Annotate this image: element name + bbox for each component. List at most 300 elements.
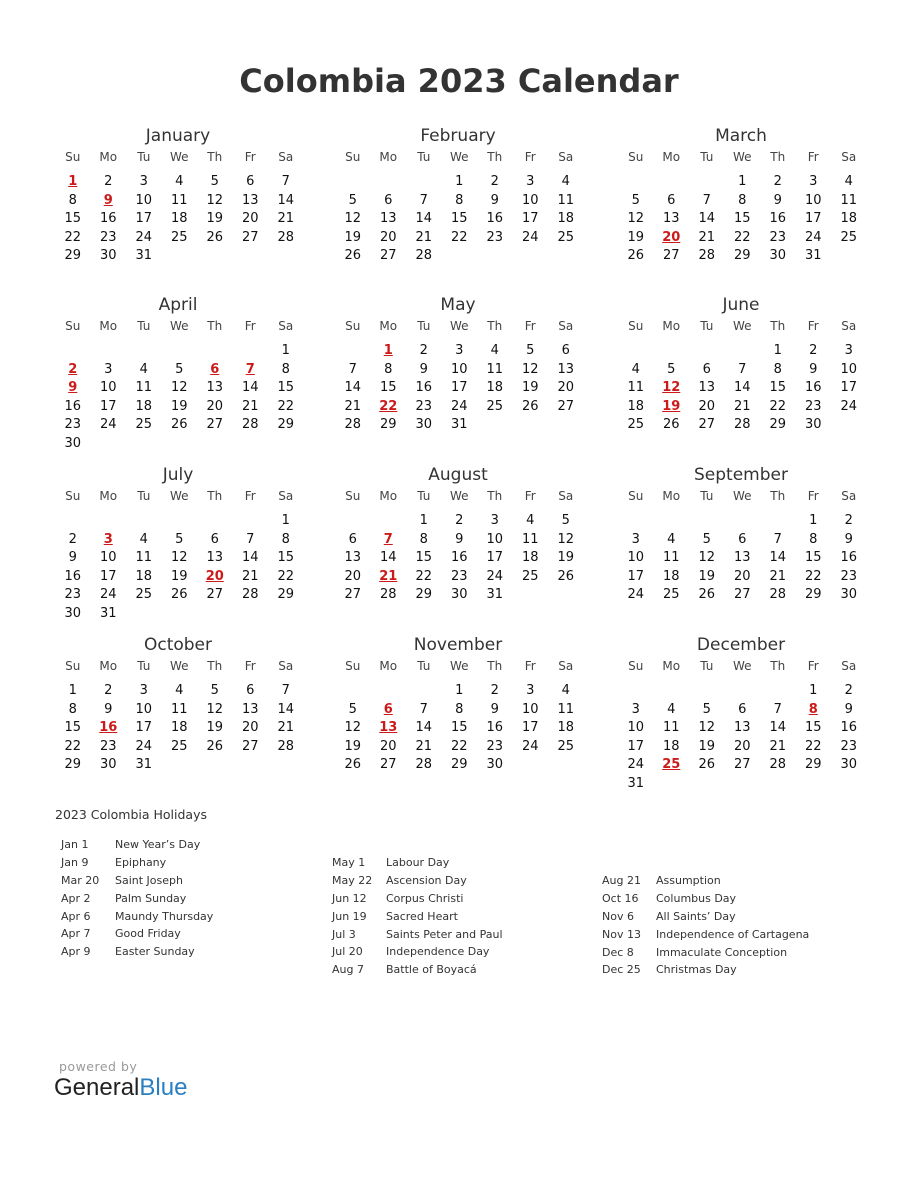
- day-cell: 9: [419, 361, 428, 377]
- weekday-header: We: [732, 150, 752, 164]
- weekday-header: We: [169, 489, 189, 503]
- month-name: April: [158, 295, 198, 315]
- holiday-row: [61, 890, 331, 908]
- empty-day-cell: [55, 342, 91, 361]
- holiday-row: [61, 925, 331, 943]
- day-cell: 9: [455, 531, 464, 547]
- day-cell: 18: [170, 211, 188, 226]
- day-cell: 22: [450, 738, 468, 754]
- weekday-header: Su: [628, 489, 644, 503]
- weekday-header: Fr: [524, 319, 536, 333]
- day-cell: 20: [206, 398, 224, 414]
- day-cell: 28: [733, 417, 751, 432]
- day-cell: 12: [206, 192, 224, 208]
- weekday-header: Sa: [278, 489, 294, 503]
- day-cell: 5: [348, 192, 357, 208]
- day-cell: 11: [521, 531, 539, 547]
- weekday-header: Th: [487, 150, 503, 164]
- day-cell: 11: [170, 701, 188, 717]
- day-cell: 15: [277, 380, 295, 395]
- day-cell: 6: [210, 531, 219, 547]
- day-cell: 26: [206, 738, 224, 754]
- day-cell: 24: [99, 417, 117, 432]
- weekday-header: Th: [207, 150, 223, 164]
- day-cell: 1: [738, 174, 747, 189]
- month-days: [335, 147, 581, 266]
- weekday-header: Sa: [278, 319, 294, 333]
- weekday-header: Sa: [558, 150, 574, 164]
- day-cell: 30: [64, 605, 82, 621]
- day-cell: 2: [68, 531, 77, 547]
- day-cell: 1: [281, 343, 290, 358]
- day-cell: 8: [738, 192, 747, 208]
- weekday-header: Sa: [558, 489, 574, 503]
- day-cell: 1: [809, 513, 818, 528]
- day-cell: 4: [175, 174, 184, 189]
- weekday-header: Fr: [244, 659, 256, 673]
- month-name: January: [145, 126, 211, 146]
- day-cell: 10: [450, 361, 468, 377]
- empty-day-cell: [197, 512, 233, 531]
- empty-day-cell: [654, 682, 690, 701]
- day-cell: 7: [773, 701, 782, 717]
- day-cell: 15: [415, 550, 433, 565]
- empty-day-cell: [760, 512, 796, 531]
- day-cell: 17: [521, 211, 539, 226]
- day-cell: 17: [135, 720, 153, 735]
- empty-day-cell: [371, 682, 407, 701]
- day-cell: 8: [809, 531, 818, 547]
- holiday-name: Saint Joseph: [115, 873, 183, 887]
- day-cell: 15: [450, 211, 468, 226]
- day-cell: 16: [64, 398, 82, 414]
- holiday-date: Apr 9: [61, 945, 91, 959]
- weekday-header: Fr: [244, 489, 256, 503]
- holidays-title: 2023 Colombia Holidays: [55, 807, 207, 822]
- holiday-day: 2: [68, 361, 78, 377]
- month-days: [55, 147, 301, 266]
- holiday-date: Jun 19: [332, 909, 367, 923]
- holiday-row: [61, 854, 331, 872]
- holiday-day: 13: [379, 720, 398, 735]
- day-cell: 12: [557, 531, 575, 547]
- day-cell: 5: [631, 192, 640, 208]
- holiday-row: [602, 890, 872, 908]
- day-cell: 10: [521, 701, 539, 717]
- day-cell: 19: [206, 720, 224, 735]
- day-cell: 6: [561, 343, 570, 358]
- day-cell: 19: [521, 380, 539, 395]
- empty-day-cell: [371, 173, 407, 192]
- weekday-header: Th: [207, 319, 223, 333]
- holiday-row: [332, 961, 602, 979]
- day-cell: 4: [175, 683, 184, 698]
- day-cell: 5: [210, 683, 219, 698]
- day-cell: 15: [277, 550, 295, 565]
- day-cell: 28: [241, 587, 259, 602]
- holiday-day: 6: [383, 701, 393, 717]
- powered-by-label: powered by: [59, 1059, 138, 1074]
- day-cell: 13: [379, 211, 397, 226]
- weekday-header: Mo: [99, 319, 118, 333]
- holiday-date: Dec 8: [602, 945, 634, 959]
- day-cell: 15: [804, 550, 822, 565]
- day-cell: 6: [246, 683, 255, 698]
- weekday-header: Th: [770, 489, 786, 503]
- day-cell: 18: [486, 380, 504, 395]
- day-cell: 30: [840, 587, 858, 602]
- holiday-column: [602, 872, 872, 979]
- weekday-header: Sa: [278, 150, 294, 164]
- weekday-header: Th: [487, 659, 503, 673]
- day-cell: 18: [627, 398, 645, 414]
- weekday-header: We: [169, 150, 189, 164]
- month-name: March: [715, 126, 767, 146]
- day-cell: 31: [135, 248, 153, 263]
- weekday-header: Fr: [244, 150, 256, 164]
- day-cell: 1: [68, 683, 77, 698]
- holiday-name: Sacred Heart: [386, 909, 458, 923]
- day-cell: 19: [170, 398, 188, 414]
- day-cell: 12: [627, 211, 645, 226]
- holiday-date: Jul 20: [332, 945, 363, 959]
- empty-day-cell: [233, 512, 269, 531]
- day-cell: 14: [277, 701, 295, 717]
- generalblue-logo[interactable]: [54, 1074, 187, 1102]
- weekday-header: Su: [65, 319, 81, 333]
- day-cell: 29: [415, 587, 433, 602]
- day-cell: 4: [561, 683, 570, 698]
- empty-day-cell: [233, 342, 269, 361]
- day-cell: 28: [769, 587, 787, 602]
- day-cell: 8: [68, 701, 77, 717]
- holiday-day: 9: [103, 192, 113, 208]
- day-cell: 5: [210, 174, 219, 189]
- empty-day-cell: [689, 342, 725, 361]
- weekday-header: Sa: [841, 150, 857, 164]
- day-cell: 13: [698, 380, 716, 395]
- day-cell: 2: [490, 174, 499, 189]
- day-cell: 5: [561, 513, 570, 528]
- day-cell: 22: [64, 738, 82, 754]
- day-cell: 26: [698, 757, 716, 772]
- weekday-header: Tu: [417, 659, 431, 673]
- day-cell: 16: [415, 380, 433, 395]
- day-cell: 31: [804, 248, 822, 263]
- holiday-day: 1: [383, 343, 393, 358]
- day-cell: 25: [135, 417, 153, 432]
- day-cell: 12: [344, 720, 362, 735]
- day-cell: 15: [804, 720, 822, 735]
- weekday-header: We: [732, 659, 752, 673]
- weekday-header: We: [732, 489, 752, 503]
- brand-general-text: General: [54, 1074, 140, 1101]
- day-cell: 19: [170, 568, 188, 584]
- day-cell: 10: [804, 192, 822, 208]
- day-cell: 27: [344, 587, 362, 602]
- day-cell: 26: [170, 417, 188, 432]
- day-cell: 26: [662, 417, 680, 432]
- weekday-header: We: [449, 489, 469, 503]
- weekday-header: We: [449, 150, 469, 164]
- empty-day-cell: [162, 342, 198, 361]
- day-cell: 12: [170, 380, 188, 395]
- empty-day-cell: [725, 342, 761, 361]
- day-cell: 7: [246, 531, 255, 547]
- day-cell: 28: [415, 248, 433, 263]
- day-cell: 9: [844, 701, 853, 717]
- month-days: [618, 486, 864, 605]
- holiday-name: Easter Sunday: [115, 945, 195, 959]
- day-cell: 3: [104, 361, 113, 377]
- holiday-name: Saints Peter and Paul: [386, 927, 503, 941]
- weekday-header: Th: [207, 489, 223, 503]
- day-cell: 13: [344, 550, 362, 565]
- weekday-header: Sa: [841, 659, 857, 673]
- day-cell: 27: [698, 417, 716, 432]
- day-cell: 2: [104, 683, 113, 698]
- day-cell: 2: [455, 513, 464, 528]
- holiday-date: Apr 7: [61, 927, 91, 941]
- day-cell: 27: [379, 757, 397, 772]
- day-cell: 1: [281, 513, 290, 528]
- day-cell: 8: [68, 192, 77, 208]
- month-july: [55, 464, 301, 623]
- month-name: July: [162, 465, 194, 485]
- empty-day-cell: [618, 512, 654, 531]
- day-cell: 11: [486, 361, 504, 377]
- day-cell: 22: [64, 229, 82, 245]
- day-cell: 30: [486, 757, 504, 772]
- day-cell: 5: [348, 701, 357, 717]
- day-cell: 31: [135, 757, 153, 772]
- holiday-date: Apr 6: [61, 909, 91, 923]
- day-cell: 16: [840, 550, 858, 565]
- weekday-header: Tu: [700, 319, 714, 333]
- empty-day-cell: [371, 512, 407, 531]
- day-cell: 12: [698, 550, 716, 565]
- weekday-header: Th: [487, 489, 503, 503]
- day-cell: 11: [170, 192, 188, 208]
- month-march: [618, 125, 864, 266]
- holiday-name: New Year’s Day: [115, 838, 201, 851]
- day-cell: 23: [99, 229, 117, 245]
- weekday-header: Su: [65, 489, 81, 503]
- day-cell: 23: [804, 398, 822, 414]
- day-cell: 16: [99, 211, 117, 226]
- day-cell: 14: [241, 550, 259, 565]
- day-cell: 30: [99, 757, 117, 772]
- empty-day-cell: [162, 512, 198, 531]
- month-name: November: [413, 635, 503, 655]
- weekday-header: Fr: [807, 489, 819, 503]
- day-cell: 24: [627, 757, 645, 772]
- day-cell: 28: [698, 248, 716, 263]
- day-cell: 3: [526, 683, 535, 698]
- day-cell: 24: [627, 587, 645, 602]
- holiday-name: Maundy Thursday: [115, 909, 214, 923]
- holiday-day: 8: [808, 701, 818, 717]
- holiday-row: [332, 926, 602, 944]
- day-cell: 26: [627, 248, 645, 263]
- day-cell: 14: [277, 192, 295, 208]
- day-cell: 19: [344, 738, 362, 754]
- day-cell: 22: [415, 568, 433, 584]
- day-cell: 6: [384, 192, 393, 208]
- day-cell: 21: [415, 738, 433, 754]
- day-cell: 17: [521, 720, 539, 735]
- month-name: May: [440, 295, 476, 315]
- holiday-date: Jul 3: [332, 927, 356, 941]
- month-october: [55, 634, 301, 775]
- day-cell: 3: [526, 174, 535, 189]
- day-cell: 28: [415, 757, 433, 772]
- holiday-date: Jan 9: [61, 855, 89, 869]
- day-cell: 30: [769, 248, 787, 263]
- weekday-header: Th: [770, 150, 786, 164]
- day-cell: 8: [281, 361, 290, 377]
- holiday-day: 22: [379, 398, 398, 414]
- day-cell: 24: [521, 738, 539, 754]
- weekday-header: We: [169, 659, 189, 673]
- day-cell: 6: [667, 192, 676, 208]
- empty-day-cell: [689, 173, 725, 192]
- day-cell: 28: [344, 417, 362, 432]
- holiday-date: Oct 16: [602, 891, 639, 905]
- day-cell: 2: [104, 174, 113, 189]
- holiday-name: Independence of Cartagena: [656, 927, 810, 941]
- holiday-row: [61, 836, 331, 854]
- day-cell: 13: [733, 720, 751, 735]
- holiday-day: 3: [103, 531, 113, 547]
- holiday-name: Ascension Day: [386, 873, 467, 887]
- day-cell: 11: [135, 380, 153, 395]
- day-cell: 20: [241, 211, 259, 226]
- day-cell: 10: [135, 192, 153, 208]
- holiday-name: Corpus Christi: [386, 891, 464, 905]
- day-cell: 22: [804, 568, 822, 584]
- weekday-header: Tu: [417, 489, 431, 503]
- day-cell: 2: [419, 343, 428, 358]
- holiday-day: 6: [210, 361, 220, 377]
- day-cell: 8: [455, 701, 464, 717]
- day-cell: 5: [526, 343, 535, 358]
- holiday-date: Nov 13: [602, 927, 641, 941]
- day-cell: 9: [68, 550, 77, 565]
- weekday-header: Th: [770, 319, 786, 333]
- day-cell: 12: [521, 361, 539, 377]
- day-cell: 12: [344, 211, 362, 226]
- holiday-day: 7: [383, 531, 393, 547]
- day-cell: 21: [769, 568, 787, 584]
- day-cell: 25: [170, 738, 188, 754]
- holiday-day: 9: [68, 380, 78, 395]
- weekday-header: Mo: [662, 659, 681, 673]
- empty-day-cell: [654, 512, 690, 531]
- day-cell: 12: [170, 550, 188, 565]
- empty-day-cell: [91, 342, 127, 361]
- day-cell: 27: [379, 248, 397, 263]
- day-cell: 14: [698, 211, 716, 226]
- day-cell: 11: [627, 380, 645, 395]
- day-cell: 9: [104, 701, 113, 717]
- day-cell: 23: [769, 229, 787, 245]
- empty-day-cell: [406, 682, 442, 701]
- holiday-day: 20: [205, 568, 224, 584]
- day-cell: 3: [809, 174, 818, 189]
- day-cell: 23: [840, 568, 858, 584]
- day-cell: 7: [773, 531, 782, 547]
- holiday-day: 7: [245, 361, 255, 377]
- day-cell: 13: [206, 380, 224, 395]
- day-cell: 11: [662, 720, 680, 735]
- weekday-header: We: [169, 319, 189, 333]
- weekday-header: We: [449, 319, 469, 333]
- empty-day-cell: [335, 512, 371, 531]
- day-cell: 11: [135, 550, 153, 565]
- day-cell: 28: [769, 757, 787, 772]
- empty-day-cell: [654, 342, 690, 361]
- day-cell: 28: [379, 587, 397, 602]
- day-cell: 23: [840, 738, 858, 754]
- day-cell: 22: [733, 229, 751, 245]
- empty-day-cell: [725, 682, 761, 701]
- day-cell: 25: [557, 229, 575, 245]
- day-cell: 5: [667, 361, 676, 377]
- day-cell: 21: [769, 738, 787, 754]
- weekday-header: Su: [65, 150, 81, 164]
- weekday-header: Fr: [244, 319, 256, 333]
- day-cell: 4: [139, 361, 148, 377]
- day-cell: 23: [486, 229, 504, 245]
- day-cell: 13: [241, 192, 259, 208]
- day-cell: 11: [557, 701, 575, 717]
- weekday-header: Mo: [99, 659, 118, 673]
- month-january: [55, 125, 301, 266]
- day-cell: 27: [206, 587, 224, 602]
- month-name: June: [722, 295, 760, 315]
- day-cell: 23: [99, 738, 117, 754]
- weekday-header: Fr: [524, 659, 536, 673]
- day-cell: 10: [521, 192, 539, 208]
- day-cell: 13: [662, 211, 680, 226]
- day-cell: 29: [379, 417, 397, 432]
- day-cell: 21: [277, 211, 295, 226]
- holiday-name: Palm Sunday: [115, 891, 187, 905]
- day-cell: 24: [804, 229, 822, 245]
- day-cell: 20: [733, 738, 751, 754]
- day-cell: 21: [344, 398, 362, 414]
- holiday-row: [602, 908, 872, 926]
- holiday-row: [332, 854, 602, 872]
- day-cell: 27: [662, 248, 680, 263]
- day-cell: 9: [490, 701, 499, 717]
- day-cell: 23: [415, 398, 433, 414]
- day-cell: 4: [561, 174, 570, 189]
- day-cell: 17: [804, 211, 822, 226]
- day-cell: 24: [135, 738, 153, 754]
- day-cell: 29: [64, 248, 82, 263]
- day-cell: 28: [277, 738, 295, 754]
- holiday-row: [61, 908, 331, 926]
- day-cell: 22: [277, 568, 295, 584]
- month-days: [618, 316, 864, 435]
- empty-day-cell: [335, 682, 371, 701]
- day-cell: 7: [702, 192, 711, 208]
- holiday-date: Dec 25: [602, 963, 641, 977]
- empty-day-cell: [689, 682, 725, 701]
- day-cell: 22: [277, 398, 295, 414]
